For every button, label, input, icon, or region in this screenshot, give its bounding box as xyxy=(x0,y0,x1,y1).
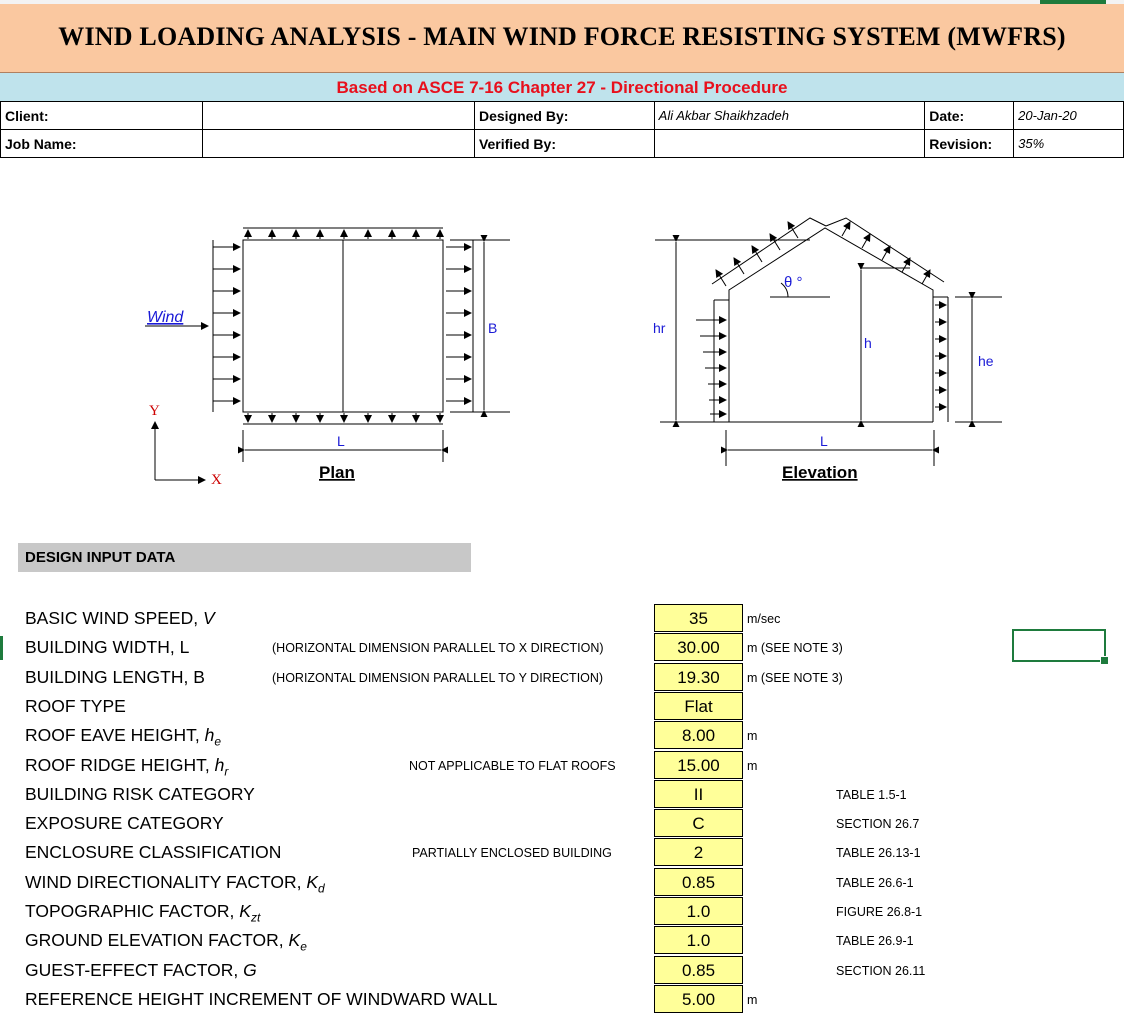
input-subscript: e xyxy=(300,939,307,954)
input-symbol: h xyxy=(204,725,215,746)
table-row xyxy=(1,102,1124,130)
code-reference: TABLE 1.5-1 xyxy=(836,787,907,802)
input-label-text: ROOF RIDGE HEIGHT, xyxy=(25,754,215,775)
subtitle-band[interactable] xyxy=(0,73,1124,102)
input-row xyxy=(0,985,1124,1014)
revision-label[interactable]: Revision: xyxy=(925,130,1014,158)
input-value-cell[interactable]: Flat xyxy=(654,692,743,720)
input-label-text: REFERENCE HEIGHT INCREMENT OF WINDWARD WALL xyxy=(25,988,498,1009)
input-label xyxy=(25,960,257,981)
input-row xyxy=(0,751,1124,780)
input-label-text: ROOF TYPE xyxy=(25,695,126,716)
input-label-text: GUEST-EFFECT FACTOR, xyxy=(25,959,244,980)
row-selection-marker xyxy=(0,636,3,660)
input-label xyxy=(25,872,325,896)
date-label[interactable]: Date: xyxy=(925,102,1014,130)
date-cell[interactable]: 20-Jan-20 xyxy=(1014,102,1124,130)
wind-label: Wind xyxy=(147,309,184,326)
design-input-header[interactable] xyxy=(18,543,471,572)
fill-handle[interactable] xyxy=(1100,656,1109,665)
roof-angle-label: θ ° xyxy=(784,274,803,291)
input-symbol: K xyxy=(306,871,319,892)
input-label-text: ROOF EAVE HEIGHT, xyxy=(25,725,205,746)
input-label-text: BUILDING WIDTH, L xyxy=(25,637,190,658)
input-row xyxy=(0,663,1124,692)
client-label[interactable]: Client: xyxy=(1,102,203,130)
revision-cell[interactable]: 35% xyxy=(1014,130,1124,158)
job-name-cell[interactable] xyxy=(202,130,474,158)
input-unit: m/sec xyxy=(747,612,781,626)
code-reference: SECTION 26.11 xyxy=(836,963,926,978)
plan-b-label: B xyxy=(488,320,498,336)
input-label xyxy=(25,696,126,717)
client-cell[interactable] xyxy=(202,102,474,130)
input-row xyxy=(0,780,1124,809)
elev-l-label: L xyxy=(820,433,828,449)
input-subscript: d xyxy=(318,881,325,896)
input-value-cell[interactable]: 2 xyxy=(654,838,743,866)
elev-h-label: h xyxy=(864,335,872,351)
input-subscript: zt xyxy=(250,910,261,925)
input-label xyxy=(25,901,260,925)
input-value-cell[interactable]: 19.30 xyxy=(654,663,743,691)
input-note: (HORIZONTAL DIMENSION PARALLEL TO X DIRECTION) xyxy=(272,641,604,656)
input-unit: m xyxy=(747,729,758,744)
input-row xyxy=(0,838,1124,867)
input-label xyxy=(25,842,281,863)
input-label-text: BUILDING RISK CATEGORY xyxy=(25,783,255,804)
input-label xyxy=(25,989,498,1010)
input-symbol: K xyxy=(239,901,251,921)
title-band[interactable] xyxy=(0,4,1124,73)
input-value-cell[interactable]: 0.85 xyxy=(654,956,743,984)
designed-by-cell[interactable]: Ali Akbar Shaikhzadeh xyxy=(654,102,925,130)
input-label-text: BASIC WIND SPEED, xyxy=(25,608,203,628)
input-row xyxy=(0,721,1124,750)
input-row xyxy=(0,633,1124,662)
input-value-cell[interactable]: C xyxy=(654,809,743,837)
plan-title: Plan xyxy=(319,463,355,482)
plan-view xyxy=(145,228,510,480)
input-label-text: EXPOSURE CATEGORY xyxy=(25,813,224,834)
input-row xyxy=(0,604,1124,633)
input-unit: m xyxy=(747,758,758,773)
input-label xyxy=(25,725,221,749)
input-label xyxy=(25,637,189,658)
section-title: DESIGN INPUT DATA xyxy=(25,549,176,566)
sheet-subtitle: Based on ASCE 7-16 Chapter 27 - Directional Procedure xyxy=(336,78,788,97)
input-value-cell[interactable]: 1.0 xyxy=(654,897,743,925)
code-reference: TABLE 26.6-1 xyxy=(836,875,914,890)
input-note: NOT APPLICABLE TO FLAT ROOFS xyxy=(409,758,616,773)
input-value-cell[interactable]: II xyxy=(654,780,743,808)
elevation-view xyxy=(655,218,1002,466)
axis-y-label: Y xyxy=(149,403,160,419)
plan-l-label: L xyxy=(337,433,345,449)
elevation-title: Elevation xyxy=(782,463,858,482)
verified-by-cell[interactable] xyxy=(654,130,925,158)
code-reference: SECTION 26.7 xyxy=(836,817,920,832)
verified-by-label[interactable]: Verified By: xyxy=(474,130,654,158)
input-subscript: e xyxy=(214,734,221,749)
input-value-cell[interactable]: 5.00 xyxy=(654,985,743,1013)
input-row xyxy=(0,868,1124,897)
input-note: (HORIZONTAL DIMENSION PARALLEL TO Y DIRECTION) xyxy=(272,670,604,685)
input-label xyxy=(25,755,228,779)
input-row xyxy=(0,692,1124,721)
code-reference: TABLE 26.9-1 xyxy=(836,934,914,949)
input-unit: m xyxy=(747,992,758,1007)
sheet-title: WIND LOADING ANALYSIS - MAIN WIND FORCE RESISTING SYSTEM (MWFRS) xyxy=(58,22,1066,51)
input-label xyxy=(25,813,224,834)
elev-he-label: he xyxy=(978,353,994,369)
axis-x-label: X xyxy=(211,472,222,488)
input-row xyxy=(0,809,1124,838)
building-diagram xyxy=(0,160,1124,500)
input-value-cell[interactable]: 0.85 xyxy=(654,868,743,896)
code-reference: TABLE 26.13-1 xyxy=(836,846,921,861)
input-label xyxy=(25,930,307,954)
input-label xyxy=(25,608,215,629)
project-info-table xyxy=(0,101,1124,158)
input-label-text: TOPOGRAPHIC FACTOR, xyxy=(25,901,240,921)
table-row xyxy=(1,130,1124,158)
input-value-cell[interactable]: 8.00 xyxy=(654,721,743,749)
input-label-text: BUILDING LENGTH, B xyxy=(25,666,205,687)
input-symbol: h xyxy=(214,754,225,775)
input-label-text: WIND DIRECTIONALITY FACTOR, xyxy=(25,871,307,892)
input-row xyxy=(0,897,1124,926)
input-subscript: r xyxy=(224,764,229,778)
diagram-labels xyxy=(147,274,994,488)
input-symbol: G xyxy=(243,959,257,980)
input-label xyxy=(25,667,205,688)
input-symbol: K xyxy=(288,930,301,951)
input-value-cell[interactable]: 15.00 xyxy=(654,751,743,779)
elev-hr-label: hr xyxy=(653,320,666,336)
input-label-text: ENCLOSURE CLASSIFICATION xyxy=(25,842,282,863)
input-unit: m (SEE NOTE 3) xyxy=(747,670,843,685)
input-unit: m (SEE NOTE 3) xyxy=(747,641,843,656)
input-note: PARTIALLY ENCLOSED BUILDING xyxy=(412,846,612,861)
input-row xyxy=(0,926,1124,955)
selected-cell[interactable] xyxy=(1012,629,1106,662)
input-value-cell[interactable]: 35 xyxy=(654,604,743,632)
input-value-cell[interactable]: 30.00 xyxy=(654,633,743,661)
input-label xyxy=(25,784,255,805)
designed-by-label[interactable]: Designed By: xyxy=(474,102,654,130)
input-value-cell[interactable]: 1.0 xyxy=(654,926,743,954)
code-reference: FIGURE 26.8-1 xyxy=(836,905,923,919)
job-name-label[interactable]: Job Name: xyxy=(1,130,203,158)
input-row xyxy=(0,956,1124,985)
input-symbol: V xyxy=(202,608,215,628)
input-label-text: GROUND ELEVATION FACTOR, xyxy=(25,930,289,951)
